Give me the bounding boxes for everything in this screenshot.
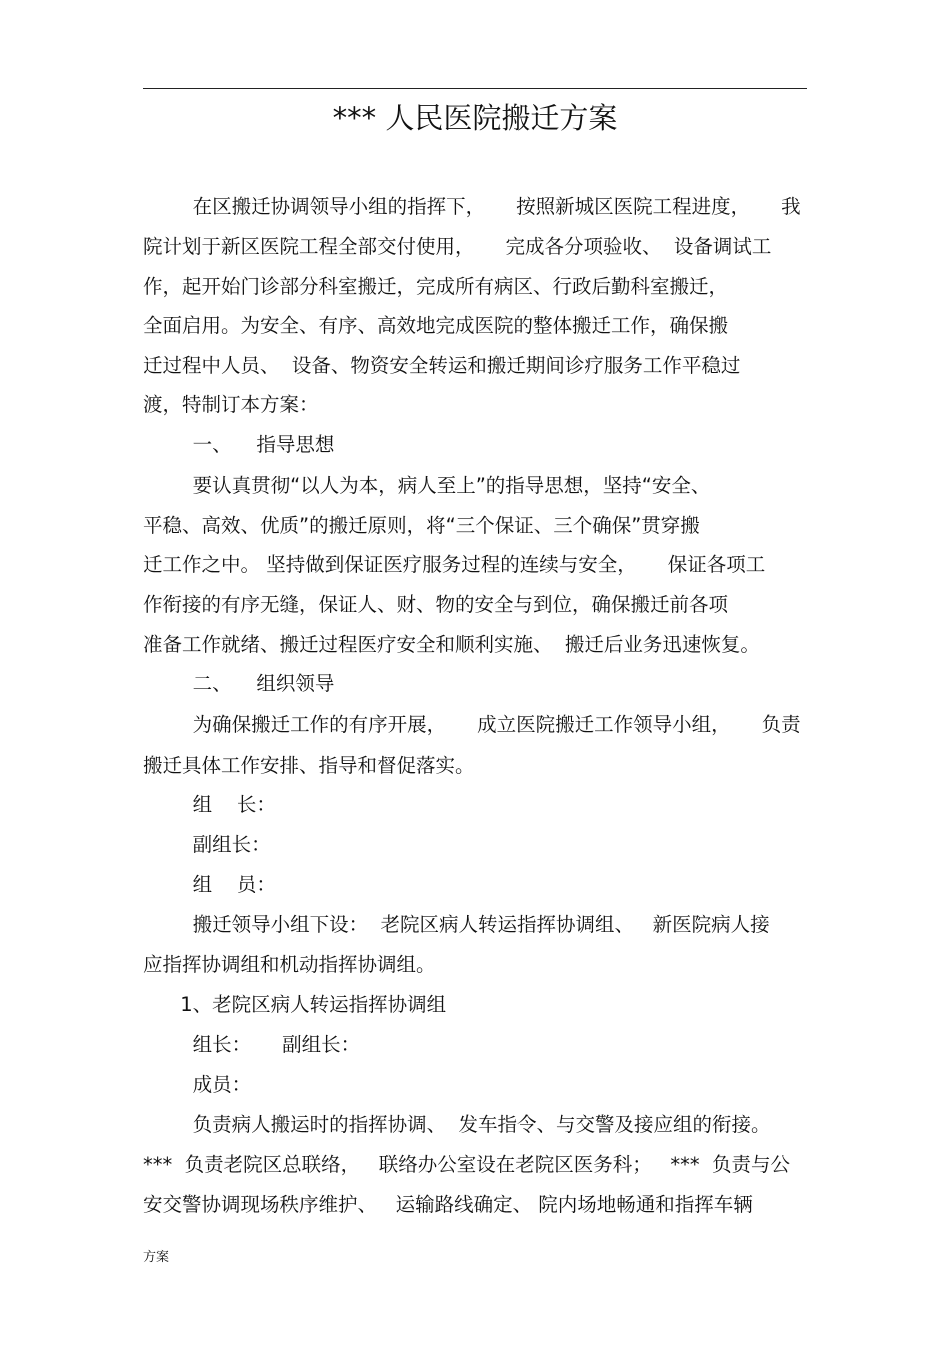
body-line: 应指挥协调组和机动指挥协调组。 — [143, 953, 436, 976]
body-line: 负责病人搬运时的指挥协调、 发车指令、与交警及接应组的衔接。 — [143, 1113, 771, 1136]
body-line: 渡，特制订本方案： — [143, 393, 319, 416]
body-line: 迁过程中人员、 设备、物资安全转运和搬迁期间诊疗服务工作平稳过 — [143, 354, 741, 377]
body-line: 准备工作就绪、搬迁过程医疗安全和顺利实施、 搬迁后业务迅速恢复。 — [143, 633, 760, 656]
form-line: 成员： — [143, 1073, 252, 1096]
body-line: 全面启用。为安全、有序、高效地完成医院的整体搬迁工作，确保搬 — [143, 314, 729, 337]
body-line: *** 负责老院区总联络， 联络办公室设在老院区医务科； *** 负责与公 — [143, 1153, 790, 1176]
body-line: 安交警协调现场秩序维护、 运输路线确定、 院内场地畅通和指挥车辆 — [143, 1193, 753, 1216]
body-line: 搬迁具体工作安排、指导和督促落实。 — [143, 754, 475, 777]
body-line: 迁工作之中。 坚持做到保证医疗服务过程的连续与安全， 保证各项工 — [143, 553, 766, 576]
document-title: *** 人民医院搬迁方案 — [332, 101, 618, 135]
body-line: 要认真贯彻“以人为本，病人至上”的指导思想，坚持“安全、 — [143, 474, 711, 497]
body-line: 院计划于新区医院工程全部交付使用， 完成各分项验收、 设备调试工 — [143, 235, 772, 258]
subsection-heading: 1、老院区病人转运指挥协调组 — [143, 993, 447, 1016]
form-line: 组 员： — [143, 873, 276, 896]
section-heading: 一、 指导思想 — [143, 433, 335, 456]
body-line: 搬迁领导小组下设： 老院区病人转运指挥协调组、 新医院病人接 — [143, 913, 770, 936]
body-line: 作衔接的有序无缝，保证人、财、物的安全与到位，确保搬迁前各项 — [143, 593, 729, 616]
form-line: 副组长： — [143, 833, 271, 856]
body-line: 作，起开始门诊部分科室搬迁，完成所有病区、行政后勤科室搬迁， — [143, 275, 729, 298]
body-line: 为确保搬迁工作的有序开展， 成立医院搬迁工作领导小组， 负责 — [143, 713, 801, 736]
body-line: 平稳、高效、优质”的搬迁原则，将“三个保证、三个确保”贯穿搬 — [143, 514, 700, 537]
page-footer: 方案 — [143, 1250, 170, 1265]
section-heading: 二、 组织领导 — [143, 672, 335, 695]
form-line: 组长： 副组长： — [143, 1033, 361, 1056]
body-line: 在区搬迁协调领导小组的指挥下， 按照新城区医院工程进度， 我 — [143, 195, 801, 218]
form-line: 组 长： — [143, 793, 276, 816]
header-rule — [143, 88, 807, 89]
